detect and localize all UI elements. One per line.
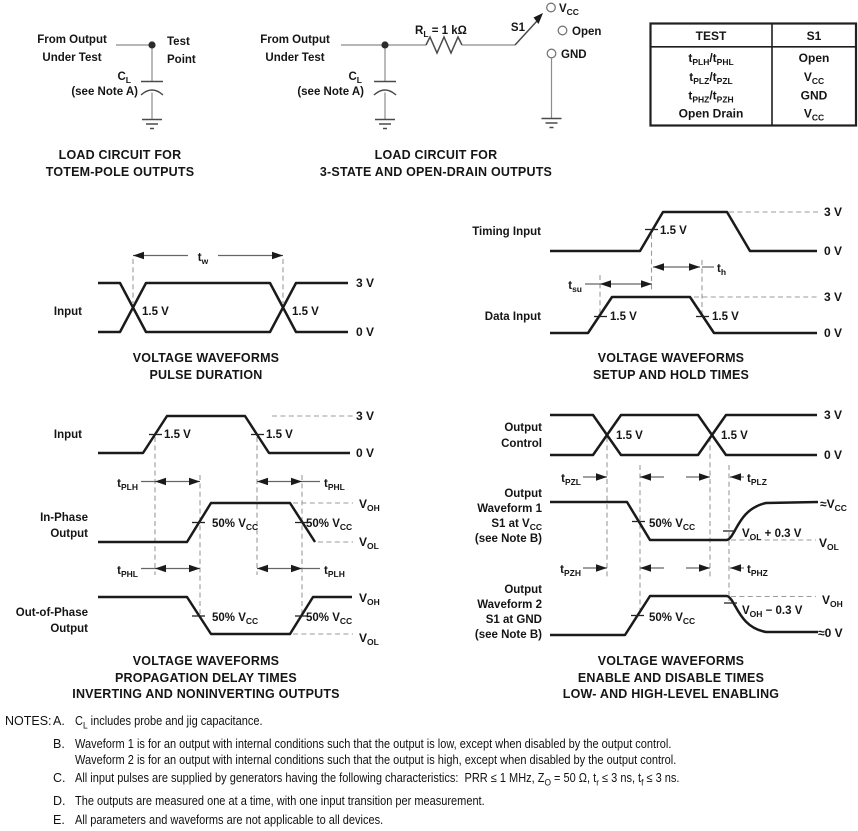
fifty-pct-vcc-label: 50% $V_{CC}$ bbox=[306, 612, 353, 626]
data-input-label: Data Input bbox=[484, 311, 541, 323]
from-output-label: From Output bbox=[37, 34, 107, 46]
in-phase-label-2: Output bbox=[50, 528, 88, 540]
note-a: NOTES: A. $C_L$ includes probe and jig capacitance. bbox=[5, 714, 263, 732]
level-0v-label: 0 V bbox=[824, 326, 843, 340]
cl-capacitor bbox=[374, 49, 396, 119]
threshold-1p5v-label: 1.5 V bbox=[164, 429, 191, 441]
enable-caption-2: ENABLE AND DISABLE TIMES bbox=[577, 671, 765, 685]
note-b: B. Waveform 1 is for an output with internal conditions such that the output is low, except when disabled by the output control. Waveform 2 is for an output with internal conditions such that the output is high, except when disabled by the output control. bbox=[53, 737, 677, 767]
vol-level-label: $V_{OL}$ bbox=[819, 536, 839, 552]
cl-label: $C_L$ bbox=[348, 71, 362, 85]
enable-caption-1: VOLTAGE WAVEFORMS bbox=[597, 654, 745, 668]
waveform2-label-1: Output bbox=[504, 584, 542, 596]
level-3v-label: 3 V bbox=[356, 276, 375, 290]
junction-dot bbox=[381, 41, 388, 48]
approx-0v-label: ≈0 V bbox=[818, 626, 843, 640]
threshold-1p5v-label: 1.5 V bbox=[712, 311, 739, 323]
three-state-caption-2: 3-STATE AND OPEN-DRAIN OUTPUTS bbox=[319, 165, 553, 179]
in-phase-label-1: In-Phase bbox=[40, 512, 88, 524]
level-0v-label: 0 V bbox=[824, 448, 843, 462]
output-control-label-2: Control bbox=[501, 438, 542, 450]
threshold-1p5v-label: 1.5 V bbox=[142, 306, 169, 318]
input-label: Input bbox=[53, 306, 82, 318]
table-row-s1: GND bbox=[800, 88, 828, 103]
s1-test-table bbox=[651, 24, 857, 126]
fifty-pct-vcc-label: 50% $V_{CC}$ bbox=[212, 518, 259, 532]
table-row-s1: $V_{CC}$ bbox=[803, 106, 825, 123]
out-of-phase-label-1: Out-of-Phase bbox=[15, 607, 88, 619]
notes-section bbox=[5, 714, 858, 831]
resistor-symbol bbox=[426, 37, 462, 53]
note-c: C. All input pulses are supplied by generators having the following characteristics: PRR ≤ 1 MHz, $Z_O = 50$ Ω, $t_r \le 3$ ns, $t_f \le 3$ ns. bbox=[53, 771, 680, 789]
level-0v-label: 0 V bbox=[356, 325, 375, 339]
threshold-1p5v-label: 1.5 V bbox=[610, 311, 637, 323]
level-3v-label: 3 V bbox=[824, 290, 843, 304]
table-row-s1: Open bbox=[798, 51, 830, 65]
tplz-label: $t_{PLZ}$ bbox=[747, 473, 767, 487]
tplh-label: $t_{PLH}$ bbox=[324, 565, 345, 579]
gnd-terminal bbox=[547, 49, 556, 58]
level-0v-label: 0 V bbox=[356, 446, 375, 460]
tphl-label: $t_{PHL}$ bbox=[324, 478, 345, 492]
note-e: E. All parameters and waveforms are not applicable to all devices. bbox=[53, 812, 384, 827]
enable-disable-waveforms bbox=[475, 408, 847, 701]
waveform1-label-3: S1 at $V_{CC}$ bbox=[491, 518, 542, 532]
prop-caption-3: INVERTING AND NONINVERTING OUTPUTS bbox=[72, 687, 340, 701]
level-3v-label: 3 V bbox=[824, 408, 843, 422]
output-control-label-1: Output bbox=[504, 422, 542, 434]
tw-label: $t_w$ bbox=[197, 252, 209, 266]
table-row-test: $t_{PHZ}/t_{PZH}$ bbox=[688, 88, 734, 105]
voh-level-label: $V_{OH}$ bbox=[359, 591, 380, 607]
vcc-terminal bbox=[547, 3, 556, 12]
under-test-label: Under Test bbox=[265, 52, 325, 64]
three-state-caption-1: LOAD CIRCUIT FOR bbox=[374, 148, 498, 162]
threshold-1p5v-label: 1.5 V bbox=[616, 430, 643, 442]
table-row-test: $t_{PLH}/t_{PHL}$ bbox=[688, 51, 734, 67]
tpzl-label: $t_{PZL}$ bbox=[561, 473, 581, 487]
waveform2-label-4: (see Note B) bbox=[474, 629, 542, 641]
waveform2-label-2: Waveform 2 bbox=[477, 599, 542, 611]
fifty-pct-vcc-label: 50% $V_{CC}$ bbox=[649, 612, 696, 626]
ground-symbol bbox=[142, 120, 162, 129]
setup-caption-1: VOLTAGE WAVEFORMS bbox=[597, 351, 745, 365]
table-row-test: Open Drain bbox=[678, 106, 744, 121]
prop-caption-2: PROPAGATION DELAY TIMES bbox=[115, 671, 297, 685]
propagation-delay-waveforms bbox=[16, 409, 380, 701]
threshold-1p5v-label: 1.5 V bbox=[660, 225, 687, 237]
approx-vcc-label: $\approx V_{CC}$ bbox=[820, 497, 847, 513]
point-label: Point bbox=[167, 54, 196, 66]
input-label: Input bbox=[53, 429, 82, 441]
see-note-a-label: (see Note A) bbox=[71, 86, 138, 98]
open-terminal bbox=[558, 26, 567, 35]
fifty-pct-vcc-label: 50% $V_{CC}$ bbox=[212, 612, 259, 626]
tphl-label: $t_{PHL}$ bbox=[117, 565, 138, 579]
tphz-label: $t_{PHZ}$ bbox=[747, 564, 768, 578]
totem-pole-load-circuit bbox=[37, 34, 196, 179]
vol-level-label: $V_{OL}$ bbox=[359, 631, 379, 647]
waveform1-label-1: Output bbox=[504, 488, 542, 500]
waveform1-label-2: Waveform 1 bbox=[477, 503, 542, 515]
test-point-dot bbox=[148, 41, 155, 48]
from-output-label: From Output bbox=[260, 34, 330, 46]
level-3v-label: 3 V bbox=[824, 205, 843, 219]
ground-symbol bbox=[375, 120, 395, 129]
three-state-load-circuit bbox=[260, 3, 601, 179]
ground-symbol bbox=[542, 119, 562, 128]
threshold-1p5v-label: 1.5 V bbox=[721, 430, 748, 442]
th-label: $t_h$ bbox=[717, 263, 727, 277]
out-of-phase-label-2: Output bbox=[50, 623, 88, 635]
threshold-1p5v-label: 1.5 V bbox=[292, 306, 319, 318]
waveform1-label-4: (see Note B) bbox=[474, 533, 542, 545]
fifty-pct-vcc-label: 50% $V_{CC}$ bbox=[649, 518, 696, 532]
vcc-terminal-label: $V_{CC}$ bbox=[559, 3, 579, 17]
fifty-pct-vcc-label: 50% $V_{CC}$ bbox=[306, 518, 353, 532]
prop-caption-1: VOLTAGE WAVEFORMS bbox=[132, 654, 280, 668]
waveform2-label-3: S1 at GND bbox=[485, 614, 542, 626]
table-header-test: TEST bbox=[695, 29, 727, 43]
level-0v-label: 0 V bbox=[824, 244, 843, 258]
under-test-label: Under Test bbox=[42, 52, 102, 64]
timing-input-label: Timing Input bbox=[472, 226, 541, 238]
open-terminal-label: Open bbox=[572, 26, 602, 38]
setup-caption-2: SETUP AND HOLD TIMES bbox=[592, 368, 750, 382]
voh-minus-03-label: $V_{OH} - 0.3$ V bbox=[742, 605, 803, 619]
tpzh-label: $t_{PZH}$ bbox=[560, 564, 581, 578]
see-note-a-label: (see Note A) bbox=[297, 86, 364, 98]
note-d: D. The outputs are measured one at a time, with one input transition per measurement. bbox=[53, 794, 485, 808]
table-row-s1: $V_{CC}$ bbox=[803, 70, 825, 86]
rl-value-label: $R_L = 1$ kΩ bbox=[415, 25, 467, 39]
threshold-1p5v-label: 1.5 V bbox=[266, 429, 293, 441]
cl-label: $C_L$ bbox=[117, 71, 131, 85]
gnd-terminal-label: GND bbox=[561, 49, 587, 61]
table-row-test: $t_{PLZ}/t_{PZL}$ bbox=[689, 70, 733, 86]
tplh-label: $t_{PLH}$ bbox=[117, 478, 138, 492]
totem-caption-1: LOAD CIRCUIT FOR bbox=[58, 148, 182, 162]
voh-level-label: $V_{OH}$ bbox=[359, 497, 380, 513]
notes-heading: NOTES: bbox=[5, 714, 52, 728]
enable-caption-3: LOW- AND HIGH-LEVEL ENABLING bbox=[562, 687, 780, 701]
setup-hold-waveform bbox=[472, 205, 842, 382]
s1-label: S1 bbox=[510, 22, 525, 34]
totem-caption-2: TOTEM-POLE OUTPUTS bbox=[45, 165, 195, 179]
test-label: Test bbox=[167, 36, 190, 48]
pulse-caption-2: PULSE DURATION bbox=[149, 368, 263, 382]
cl-capacitor bbox=[141, 49, 163, 119]
pulse-caption-1: VOLTAGE WAVEFORMS bbox=[132, 351, 280, 365]
tsu-label: $t_{su}$ bbox=[568, 280, 582, 294]
table-header-s1: S1 bbox=[806, 29, 822, 43]
vol-level-label: $V_{OL}$ bbox=[359, 535, 379, 551]
voh-level-label: $V_{OH}$ bbox=[822, 593, 843, 609]
level-3v-label: 3 V bbox=[356, 409, 375, 423]
pulse-duration-waveform bbox=[54, 252, 374, 382]
vol-plus-03-label: $V_{OL} + 0.3$ V bbox=[742, 528, 802, 542]
